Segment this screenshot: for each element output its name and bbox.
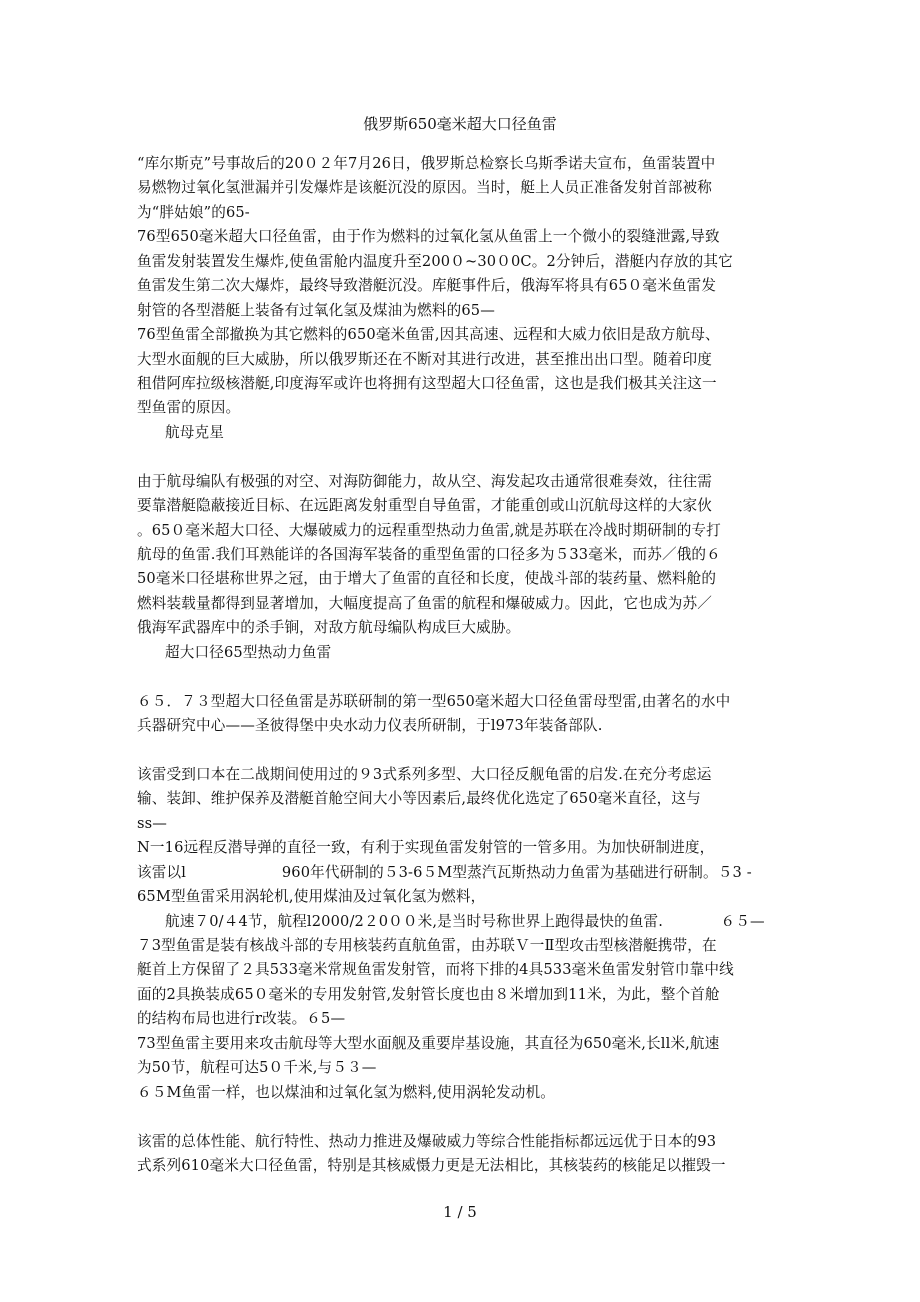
text-line: 该雷的总体性能、航行特性、热动力推进及爆破威力等综合性能指标都远远优于日本的93 xyxy=(137,1132,717,1150)
text-line: ss— xyxy=(137,814,168,832)
document-title: 俄罗斯650毫米超大口径鱼雷 xyxy=(363,115,557,133)
text-line: 50毫米口径堪称世界之冠，由于增大了鱼雷的直径和长度，使战斗部的装药量、燃料舱的 xyxy=(137,570,717,588)
text-line: 要靠潜艇隐蔽接近目标、在远距离发射重型自导鱼雷，才能重创或山沉航母这样的大家伙 xyxy=(137,497,713,515)
text-line: 由于航母编队有极强的对空、对海防御能力，故从空、海发起攻击通常很难奏效，往往需 xyxy=(137,472,713,490)
text-line: ６５．７３型超大口径鱼雷是苏联研制的第一型650毫米超大口径鱼雷母型雷,由著名的水中 xyxy=(137,692,731,710)
text-line: “库尔斯克”号事故后的20０２年7月26日，俄罗斯总检察长乌斯季诺夫宣布，鱼雷装置中 xyxy=(137,155,716,172)
section-heading: 航速７0/４4节，航程l2000/2２0００米,是当时号称世界上跑得最快的鱼雷. ６５— xyxy=(165,912,765,930)
text-line: 易燃物过氧化氢泄漏并引发爆炸是该艇沉没的原因。当时，艇上人员正准备发射首部被称 xyxy=(137,179,713,197)
blank-line xyxy=(137,445,787,469)
text-line: 。65０毫米超大口径、大爆破威力的远程重型热动力鱼雷,就是苏联在冷战时期研制的专打 xyxy=(137,521,721,539)
text-line: 该雷以l 960年代研制的５3-6５M型蒸汽瓦斯热动力鱼雷为基础进行研制。５3 - xyxy=(137,863,752,881)
blank-line xyxy=(137,739,787,763)
text-line: 65M型鱼雷采用涡轮机,使用煤油及过氧化氢为燃料， xyxy=(137,888,486,906)
text-line: 73型鱼雷主要用来攻击航母等大型水面舰及重要岸基设施，其直径为650毫米,长ll米,航速 xyxy=(137,1034,720,1052)
text-line: 输、装卸、维护保养及潜艇首舱空间大小等因素后,最终优化选定了650毫米直径，这与 xyxy=(137,790,701,808)
text-line: ７3型鱼雷是装有核战斗部的专用核装药直航鱼雷，由苏联Ｖ一Ⅱ型攻击型核潜艇携带，在 xyxy=(137,937,717,954)
text-line: 租借阿库拉级核潜艇,印度海军或许也将拥有这型超大口径鱼雷，这也是我们极其关注这一 xyxy=(137,374,717,392)
text-line: 艇首上方保留了２具533毫米常规鱼雷发射管，而将下排的4具533毫米鱼雷发射管巾靠中线 xyxy=(137,961,734,979)
text-line: 为50节，航程可达5０千米,与５３— xyxy=(137,1059,377,1077)
text-line: 的结构布局也进行r改装。６5— xyxy=(137,1010,346,1028)
section-heading: 超大口径65型热动力鱼雷 xyxy=(165,643,332,661)
text-line: 航母的鱼雷.我们耳熟能详的各国海军装备的重型鱼雷的口径多为５33毫米，而苏／俄的６ xyxy=(137,546,721,563)
text-line: 该雷受到口本在二战期间使用过的９3式系列多型、大口径反舰龟雷的启发.在充分考虑运 xyxy=(137,765,712,783)
text-line: 俄海军武器库中的杀手锏，对敌方航母编队构成巨大威胁。 xyxy=(137,619,521,637)
text-line: 兵器研究中心——圣彼得堡中央水动力仪表所研制，于l973年装备部队. xyxy=(137,717,603,735)
page-indicator: 1 / 5 xyxy=(443,1203,477,1221)
document-body xyxy=(137,152,787,1178)
blank-line xyxy=(137,1105,787,1129)
text-line: N一16远程反潜导弹的直径一致，有利于实现鱼雷发射管的一管多用。为加快研制进度， xyxy=(137,839,715,857)
blank-line xyxy=(137,665,787,689)
text-line: ６５M鱼雷一样，也以煤油和过氧化氢为燃料,使用涡轮发动机。 xyxy=(137,1083,555,1101)
text-line: 燃料装载量都得到显著增加，大幅度提高了鱼雷的航程和爆破威力。因此，它也成为苏／ xyxy=(137,594,713,612)
text-line: 大型水面舰的巨大威胁，所以俄罗斯还在不断对其进行改进，甚至推出出口型。随着印度 xyxy=(137,350,713,368)
text-line: 鱼雷发生第二次大爆炸，最终导致潜艇沉没。库艇事件后，俄海军将具有65０毫米鱼雷发 xyxy=(137,277,717,295)
text-line: 式系列610毫米大口径鱼雷，特别是其核威慑力更是无法相比，其核装药的核能足以摧毁一 xyxy=(137,1156,726,1174)
text-line: 鱼雷发射装置发生爆炸,使鱼雷舱内温度升至200０~30０0C。2分钟后，潜艇内存放的其它 xyxy=(137,252,733,270)
section-heading: 航母克星 xyxy=(165,423,224,441)
text-line: 型鱼雷的原因。 xyxy=(137,399,241,417)
text-line: 76型650毫米超大口径鱼雷，由于作为燃料的过氧化氢从鱼雷上一个微小的裂缝泄露,导致 xyxy=(137,228,720,246)
text-line: 射管的各型潜艇上装备有过氧化氢及煤油为燃料的65— xyxy=(137,301,495,319)
text-line: 面的2具换装成65０毫米的专用发射管,发射管长度也由８米增加到11米，为此，整个首舱 xyxy=(137,985,720,1003)
text-line: 76型鱼雷全部撤换为其它燃料的650毫米鱼雷,因其高速、远程和大威力依旧是敌方航母、 xyxy=(137,326,720,344)
text-line: 为“胖姑娘”的65- xyxy=(137,203,250,221)
